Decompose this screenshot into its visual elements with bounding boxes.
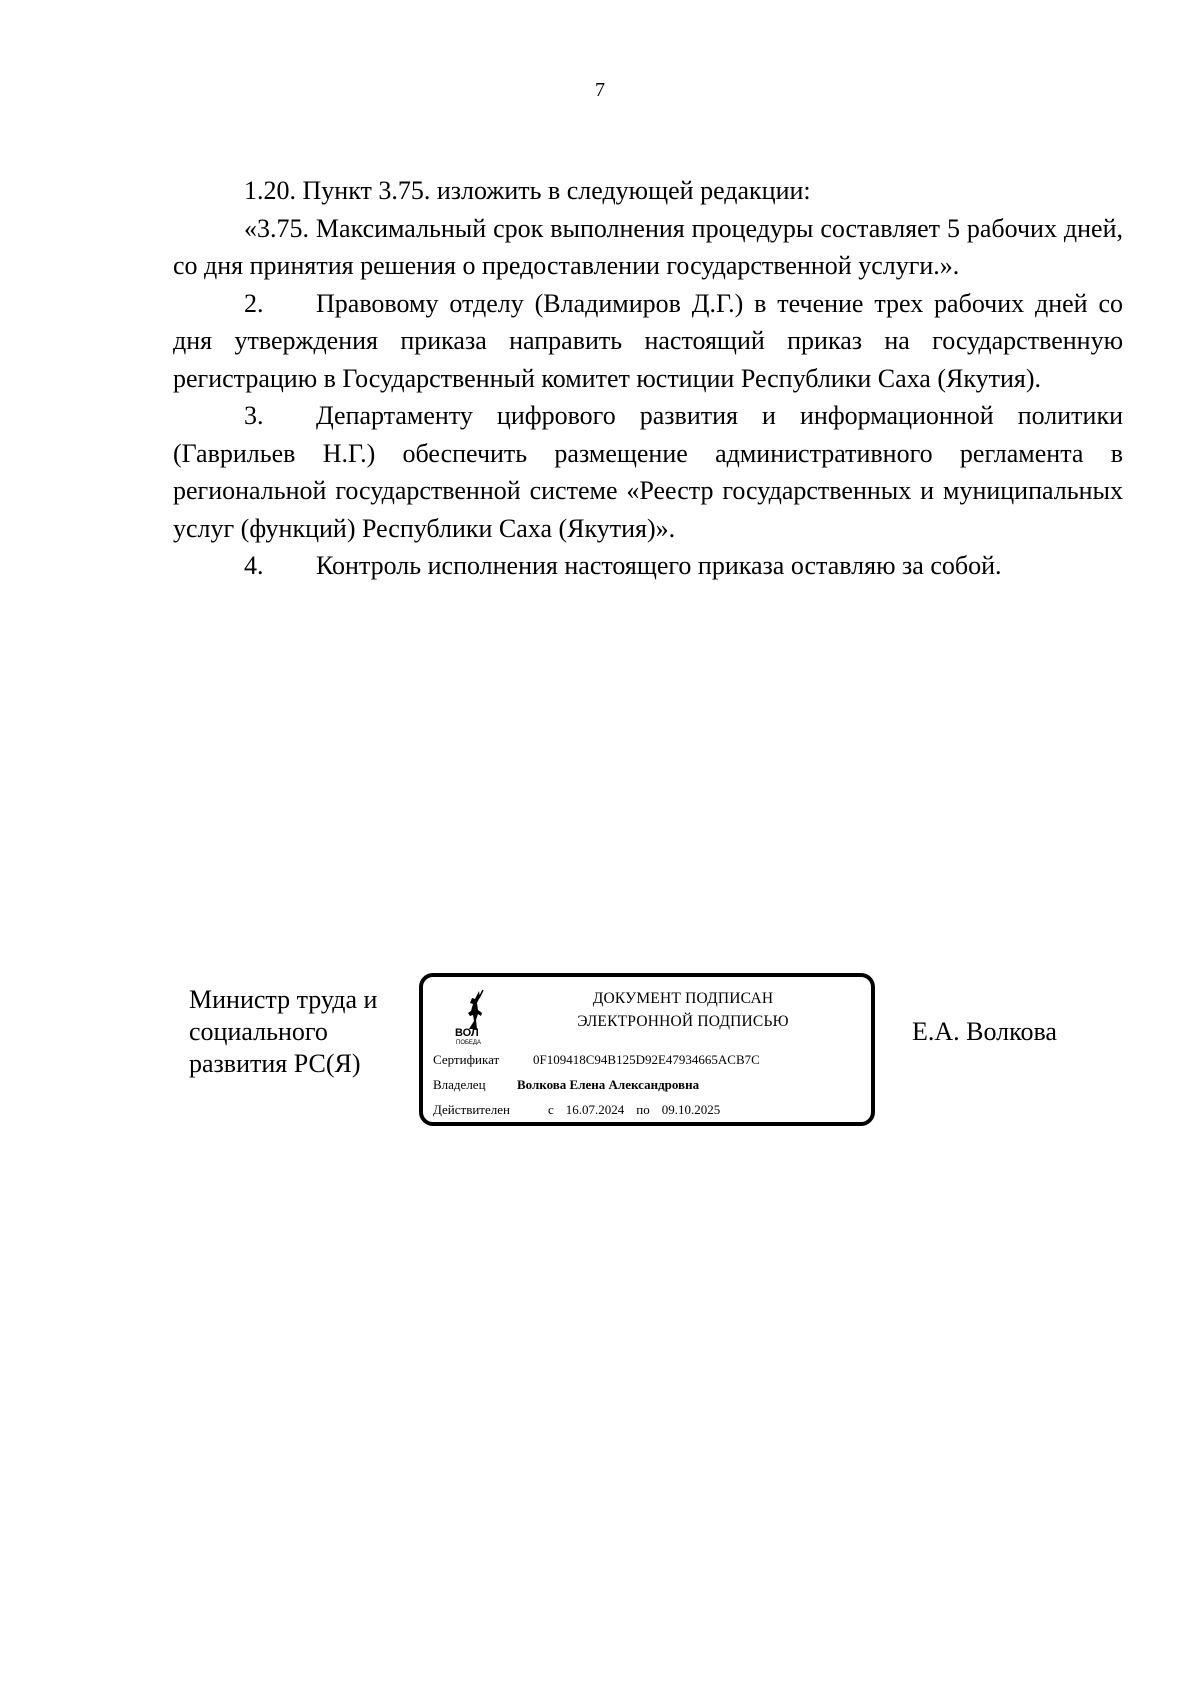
- item-text: Департаменту цифрового развития и информационной политики (Гаврильев Н.Г.) обеспечить размещение административного регламента в региональной государственной системе «Реестр государственных и муниципальных услуг (функций) Республики Саха (Якутия)».: [173, 401, 1123, 543]
- paragraph-1-20: 1.20. Пункт 3.75. изложить в следующей редакции:: [244, 176, 811, 205]
- logo-text-bottom: ПОБЕДА: [456, 1040, 481, 1045]
- item-text: Правовому отделу (Владимиров Д.Г.) в течение трех рабочих дней со дня утверждения приказа направить настоящий приказ на государственную регистрацию в Государственный комитет юстиции Республики Саха (Якутия).: [173, 288, 1123, 393]
- owner-value: Волкова Елена Александровна: [517, 1077, 700, 1092]
- signer-position: [189, 984, 419, 1080]
- signer-position-line: Министр труда и: [189, 985, 378, 1014]
- paragraph-item-3: [173, 397, 1123, 547]
- validity-label: Действителен: [433, 1102, 510, 1117]
- page-number: 7: [595, 79, 605, 101]
- valid-from-date: 16.07.2024: [565, 1102, 625, 1117]
- electronic-signature-stamp: [419, 973, 875, 1126]
- owner-label: Владелец: [433, 1077, 486, 1092]
- stamp-certificate-row: [433, 1052, 760, 1068]
- valid-from-prefix: с: [548, 1102, 554, 1117]
- paragraph-item-4: [173, 547, 1123, 585]
- victory-monument-logo-icon: [453, 989, 493, 1045]
- stamp-validity-row: [433, 1102, 720, 1118]
- item-text: Контроль исполнения настоящего приказа оставляю за собой.: [316, 551, 1002, 580]
- valid-to-prefix: по: [636, 1102, 650, 1117]
- item-number: 4.: [244, 551, 264, 580]
- stamp-title-line: ДОКУМЕНТ ПОДПИСАН: [592, 990, 774, 1007]
- paragraph-3-75-quote: «3.75. Максимальный срок выполнения процедуры составляет 5 рабочих дней, со дня принятия решения о предоставлении государственной услуги.».: [173, 213, 1123, 280]
- document-body: [173, 172, 1123, 585]
- logo-text-top: ВОЛ: [455, 1027, 479, 1039]
- item-number: 3.: [244, 401, 264, 430]
- valid-to-date: 09.10.2025: [661, 1102, 721, 1117]
- signer-position-line: развития РС(Я): [189, 1049, 361, 1078]
- certificate-label: Сертификат: [433, 1052, 500, 1067]
- stamp-title-line: ЭЛЕКТРОННОЙ ПОДПИСЬЮ: [577, 1013, 789, 1030]
- signer-name: Е.А. Волкова: [912, 1017, 1057, 1046]
- paragraph-item-2: [173, 285, 1123, 398]
- certificate-value: 0F109418C94B125D92E47934665ACB7C: [533, 1052, 760, 1067]
- signer-position-line: социального: [189, 1017, 328, 1046]
- stamp-title: [538, 987, 828, 1033]
- stamp-owner-row: [433, 1077, 699, 1093]
- item-number: 2.: [244, 288, 264, 318]
